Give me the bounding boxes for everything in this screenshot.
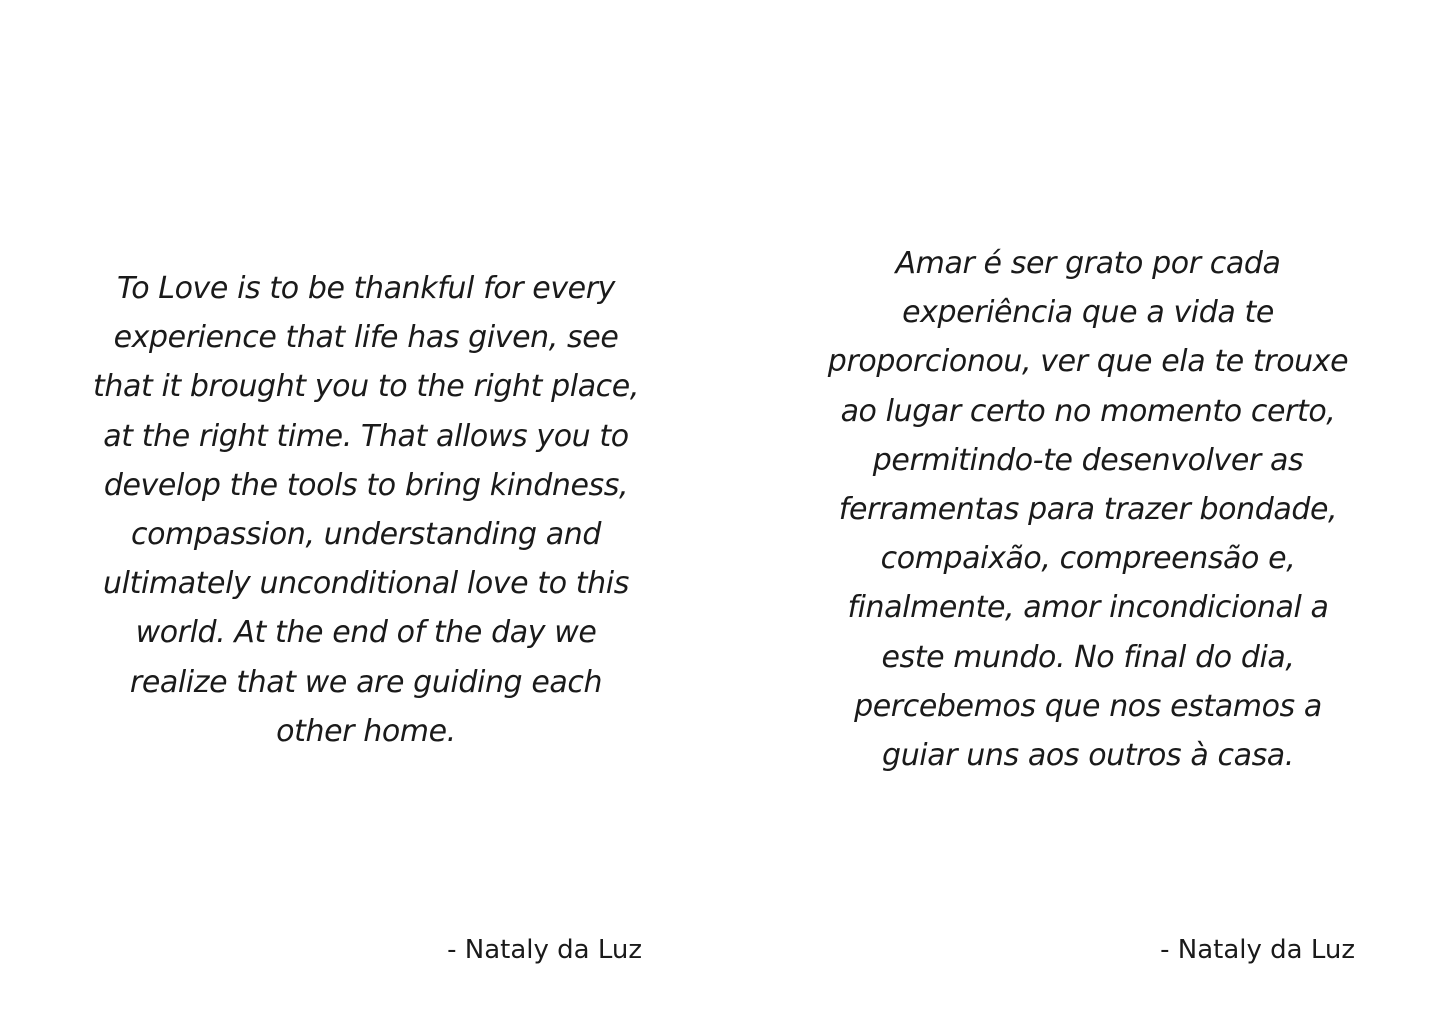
quote-line: ferramentas para trazer bondade, [838,492,1338,528]
quote-english [30,264,702,756]
quote-line: develop the tools to bring kindness, [103,467,629,503]
author-signature-english: - Nataly da Luz [447,935,642,965]
quote-line: ao lugar certo no momento certo, [840,393,1336,429]
page-portuguese [723,0,1445,1018]
quote-line: other home. [276,713,456,749]
quote-line: permitindo-te desenvolver as [872,442,1304,478]
quote-portuguese [763,239,1413,780]
page-english [0,0,722,1018]
quote-line: proporcionou, ver que ela te trouxe [827,344,1349,380]
quote-line: compassion, understanding and [131,517,601,553]
quote-line: experiência que a vida te [902,295,1274,331]
quote-line: guiar uns aos outros à casa. [882,738,1294,774]
author-signature-portuguese: - Nataly da Luz [1160,935,1355,965]
quote-line: at the right time. That allows you to [103,418,629,454]
quote-line: percebemos que nos estamos a [854,688,1322,724]
quote-line: experience that life has given, see [113,320,619,356]
quote-line: Amar é ser grato por cada [895,246,1281,281]
quote-line: finalmente, amor incondicional a [847,590,1329,626]
quote-line: realize that we are guiding each [129,664,603,700]
quote-line: To Love is to be thankful for every [116,271,616,306]
quote-line: world. At the end of the day we [135,615,597,651]
quote-line: compaixão, compreensão e, [880,541,1296,577]
quote-line: este mundo. No final do dia, [881,639,1295,675]
quote-line: that it brought you to the right place, [93,369,639,405]
quote-line: ultimately unconditional love to this [103,566,629,602]
